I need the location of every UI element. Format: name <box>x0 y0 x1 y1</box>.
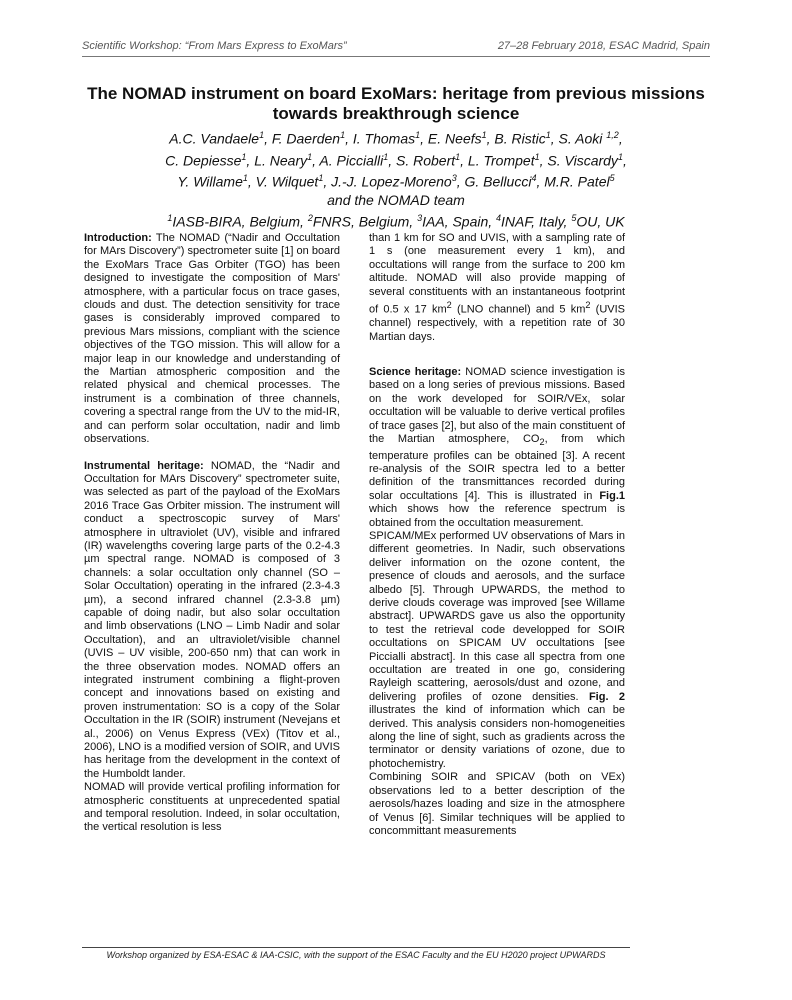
affiliations <box>82 209 710 231</box>
author-name: , L. Neary <box>246 152 308 169</box>
affiliation-mark: 3 <box>451 173 457 184</box>
affiliation-text: IAA, Spain, <box>422 213 497 230</box>
author-line-2 <box>82 148 710 170</box>
affiliation-mark: 2 <box>307 212 313 223</box>
author-separator: , <box>622 152 627 169</box>
author-name: , G. Bellucci <box>456 173 532 190</box>
author-name: , V. Wilquet <box>247 173 319 190</box>
affiliation-text: INAF, Italy, <box>501 213 572 230</box>
superscript: 2 <box>585 300 591 311</box>
affiliation-mark: 1 <box>242 173 248 184</box>
paper-title: The NOMAD instrument on board ExoMars: heritage from previous missions towards breakthrough science <box>87 84 705 123</box>
affiliation-text: FNRS, Belgium, <box>312 213 418 230</box>
author-name: , J.-J. Lopez-Moreno <box>323 173 452 190</box>
paragraph-text: NOMAD science investigation is based on a long series of previous missions. Based on the work developed for SOIR/VEx, solar occultation will be valuable to derive vertical profiles of trace gases [2], but also of the main constituent of the Martian atmosphere, CO <box>369 365 626 445</box>
author-name: , L. Trompet <box>460 152 535 169</box>
paragraph-text: than 1 km for SO and UVIS, with a sampling rate of 1 s (one measurement every 1 km), and occultations will range from the surface to 200 km altitude. NOMAD will also provide mapping of several constituents with an instantaneous footprint of 0.5 x 17 km <box>369 232 625 316</box>
affiliation-mark: 1 <box>340 130 346 140</box>
author-line-1 <box>82 126 710 148</box>
affiliation-mark: 1 <box>534 151 540 162</box>
affiliation-mark: 3 <box>417 212 423 223</box>
superscript: 2 <box>446 300 452 311</box>
title-block <box>82 84 710 231</box>
author-team: and the NOMAD team <box>327 191 465 208</box>
running-header <box>82 40 710 52</box>
header-workshop-title: Scientific Workshop: “From Mars Express to ExoMars” <box>82 40 347 52</box>
subscript: 2 <box>539 437 545 448</box>
vertical-profiling-paragraph: NOMAD will provide vertical profiling information for atmospheric constituents at unprecedented spatial and temporal resolution. Indeed, in solar occultation, the vertical resolution is less <box>84 781 340 834</box>
paragraph-text: SPICAM/MEx performed UV observations of Mars in different geometries. In Nadir, such observations deliver information on the ozone content, the presence of clouds and aerosols, and the surface albedo [5]. Through UPWARDS, the method to derive clouds coverage was improved [see Willame abstract]. UPWARDS gave us also the opportunity to test the retrieval code developped for SOIR occultations on SPICAM UV occultations [see Piccialli abstract]. In this case all spectra from one occultation are treated in one go, considering Rayleigh scattering, aerosols/dust and ozone, and delivering profiles of ozone densities. <box>369 529 625 703</box>
paragraph-text: which shows how the reference spectrum is obtained from the occultation measurement. <box>369 503 625 529</box>
affiliation-mark: 1 <box>415 130 421 140</box>
author-name: , I. Thomas <box>345 130 416 147</box>
header-divider <box>82 56 710 57</box>
author-name: Y. Willame <box>177 173 243 190</box>
author-name: , F. Daerden <box>264 130 341 147</box>
figure-reference: Fig. 2 <box>588 690 625 703</box>
paragraph-text: illustrates the kind of information which can be derived. This analysis considers non-homogeneities along the line of sight, such as gradients across the terminator or density variations of ozone, due to photochemistry. <box>369 704 625 770</box>
paragraph-text: (LNO channel) and 5 km <box>451 303 586 316</box>
author-name: , E. Neefs <box>420 130 482 147</box>
paragraph-text: , from which temperature profiles can be obtained [3]. A recent re-analysis of the SOIR spectra led to a better definition of the transmittances recorded during solar occultations [4]. This is illustrated in <box>369 432 625 502</box>
affiliation-mark: 4 <box>531 173 537 184</box>
left-column <box>84 232 340 835</box>
section-heading-science-heritage: Science heritage: <box>369 365 462 378</box>
continuation-paragraph <box>369 232 625 344</box>
affiliation-mark: 5 <box>571 212 577 223</box>
author-name: , B. Ristic <box>486 130 546 147</box>
author-line-3 <box>82 169 710 191</box>
author-separator: , <box>618 130 623 147</box>
author-name: , S. Robert <box>388 152 456 169</box>
author-name: , S. Viscardy <box>539 152 618 169</box>
science-heritage-paragraph <box>369 366 625 530</box>
affiliation-mark: 1 <box>167 212 173 223</box>
affiliation-text: IASB-BIRA, Belgium, <box>172 213 308 230</box>
affiliation-mark: 1 <box>307 151 313 162</box>
affiliation-mark: 1 <box>241 151 247 162</box>
affiliation-mark: 1 <box>383 151 389 162</box>
combining-paragraph: Combining SOIR and SPICAV (both on VEx) observations led to a better description of the aerosols/hazes loading and size in the atmosphere of Venus [6]. Similar techniques will be applied to concommittant measurements <box>369 771 625 837</box>
figure-reference: Fig.1 <box>599 489 625 502</box>
section-heading-instrumental-heritage: Instrumental heritage: <box>84 459 204 472</box>
paragraph-text: The NOMAD (“Nadir and Occultation for MArs Discovery”) spectrometer suite [1] on board the ExoMars Trace Gas Orbiter (TGO) has been designed to investigate the composition of Mars' atmosphere, with a particular focus on trace gases, clouds and dust. The detection sensitivity for trace gases is considerably improved compared to previous Mars missions, compliant with the science objectives of the TGO mission. This will allow for a major leap in our knowledge and understanding of the Martian atmospheric composition and the related physical and chemical processes. The instrument is a combination of three channels, covering a spectral range from the UV to the mid-IR, and can perform solar occultation, nadir and limb observations. <box>84 232 340 446</box>
affiliation-mark: 1,2 <box>606 130 619 140</box>
author-name: C. Depiesse <box>165 152 242 169</box>
affiliation-text: OU, UK <box>576 213 625 230</box>
author-list <box>82 126 710 231</box>
author-name: , A. Piccialli <box>312 152 384 169</box>
affiliation-mark: 4 <box>496 212 502 223</box>
author-name: , S. Aoki <box>550 130 607 147</box>
paragraph-text: NOMAD, the “Nadir and Occultation for MArs Discovery” spectrometer suite, was selected as part of the payload of the ExoMars 2016 Trace Gas Orbiter mission. The instrument will conduct a spectroscopic survey of Mars' atmosphere in ultraviolet (UV), visible and infrared (IR) wavelengths covering large parts of the 0.2-4.3 µm spectral range. NOMAD is composed of 3 channels: a solar occultation only channel (SO – Solar Occultation) operating in the infrared (2.3-4.3 µm), a second infrared channel (2.3-3.8 µm) capable of doing nadir, but also solar occultation and limb observations (LNO – Limb Nadir and solar Occultation), and an ultraviolet/visible channel (UVIS – UV visible, 200-650 nm) that can work in the three observation modes. NOMAD offers an integrated instrument combining a flight-proven concept and innovations based on existing and proven instrumentation: SO is a copy of the Solar Occultation in the IR (SOIR) instrument (Nevejans et al., 2006) on Venus Express (VEx) (Titov et al., 2006), LNO is a modified version of SOIR, and UVIS has heritage from the development in the context of the Humboldt lander. <box>84 459 340 780</box>
right-column <box>369 232 625 838</box>
affiliation-mark: 1 <box>259 130 265 140</box>
instrumental-heritage-paragraph <box>84 460 340 782</box>
author-name: , M.R. Patel <box>536 173 610 190</box>
author-name: A.C. Vandaele <box>169 130 260 147</box>
section-heading-introduction: Introduction: <box>84 232 152 244</box>
affiliation-mark: 1 <box>481 130 487 140</box>
affiliation-mark: 1 <box>318 173 324 184</box>
paragraph-text: (UVIS channel) respectively, with a repetition rate of 30 Martian days. <box>369 303 626 343</box>
footer-divider <box>82 947 630 948</box>
affiliation-mark: 1 <box>545 130 551 140</box>
header-date-location: 27–28 February 2018, ESAC Madrid, Spain <box>497 40 710 52</box>
affiliation-mark: 1 <box>455 151 461 162</box>
introduction-paragraph <box>84 232 340 447</box>
spicam-paragraph <box>369 530 625 771</box>
affiliation-mark: 1 <box>617 151 623 162</box>
page-footer: Workshop organized by ESA-ESAC & IAA-CSIC, with the support of the ESAC Faculty and the EU H2020 project UPWARDS <box>106 950 606 960</box>
affiliation-mark: 5 <box>609 173 615 184</box>
